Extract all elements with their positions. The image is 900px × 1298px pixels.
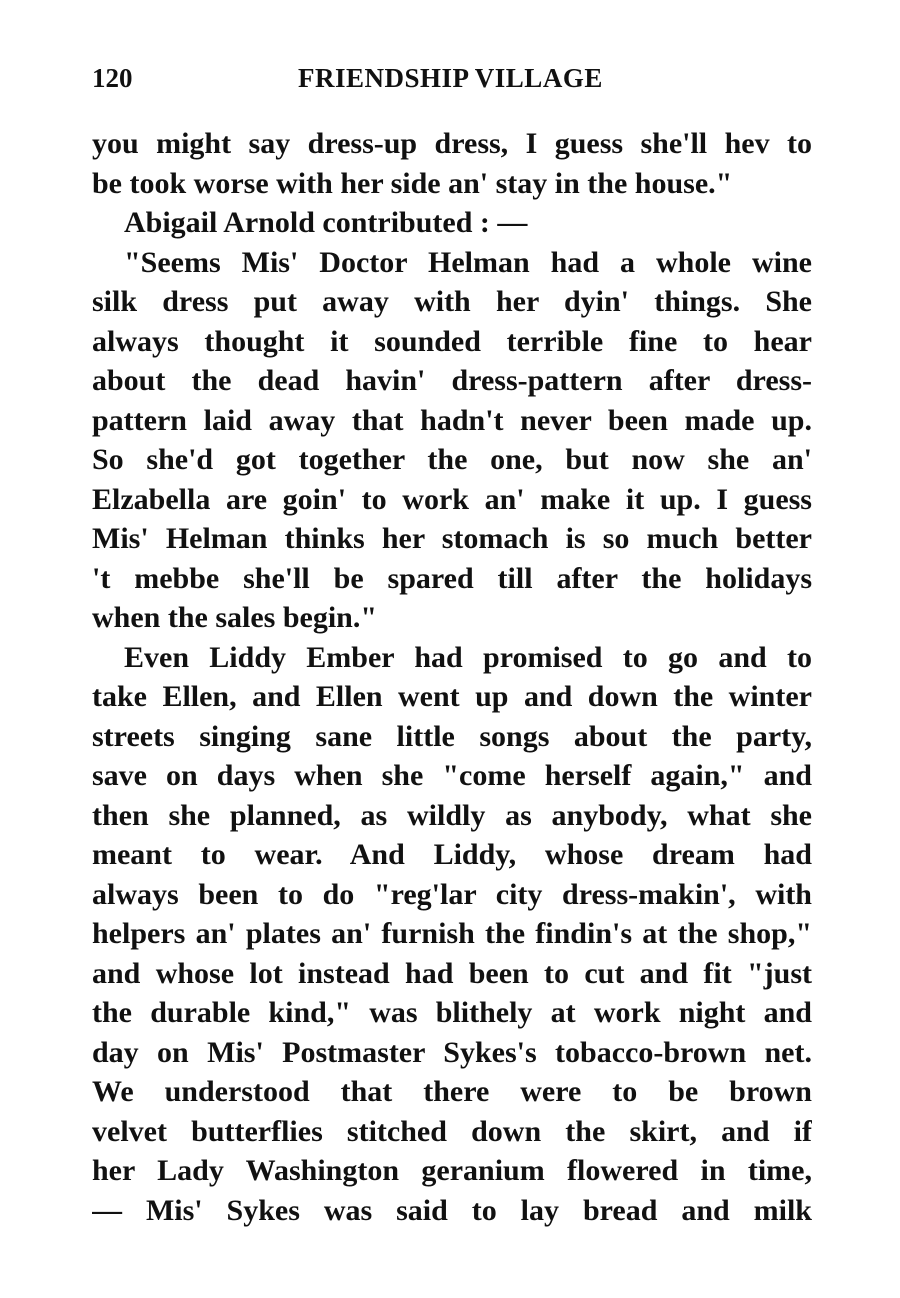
text-line: helpers an' plates an' furnish the findin's at the shop," <box>92 917 812 950</box>
text-line: silk dress put away with her dyin' things. She <box>92 285 812 318</box>
text-line: day on Mis' Postmaster Sykes's tobacco-brown net. <box>92 1035 812 1069</box>
text-line: velvet butterflies stitched down the skirt, and if <box>92 1114 812 1148</box>
text-line: pattern laid away that hadn't never been made up. <box>92 403 812 437</box>
text-line: take Ellen, and Ellen went up and down the winter <box>92 680 812 713</box>
text-line: then she planned, as wildly as anybody, what she <box>92 798 812 832</box>
text-line: always been to do "reg'lar city dress-makin', with <box>92 877 812 911</box>
text-line: — Mis' Sykes was said to lay bread and milk <box>92 1193 812 1227</box>
text-line: you might say dress-up dress, I guess she'll hev to <box>92 127 812 160</box>
text-line: streets singing sane little songs about the party, <box>92 719 812 753</box>
text-line: We understood that there were to be brown <box>92 1075 812 1108</box>
page-number: 120 <box>92 63 133 93</box>
text-line: So she'd got together the one, but now she an' <box>92 443 812 476</box>
text-line: save on days when she "come herself again," and <box>92 759 812 792</box>
text-line: Mis' Helman thinks her stomach is so much better <box>92 522 812 555</box>
text-line: about the dead havin' dress-pattern after dress- <box>92 364 812 397</box>
text-line: her Lady Washington geranium flowered in time, <box>92 1154 812 1187</box>
text-line: and whose lot instead had been to cut and fit "just <box>92 956 812 990</box>
text-line: Abigail Arnold contributed : — <box>124 206 528 239</box>
text-line: always thought it sounded terrible fine to hear <box>92 324 812 358</box>
text-line: Even Liddy Ember had promised to go and to <box>124 640 812 674</box>
body-text <box>92 124 812 1230</box>
text-line: "Seems Mis' Doctor Helman had a whole wine <box>124 245 812 279</box>
text-line: 't mebbe she'll be spared till after the holidays <box>92 561 812 595</box>
running-title: FRIENDSHIP VILLAGE <box>298 63 603 93</box>
text-line: be took worse with her side an' stay in the house." <box>92 166 733 200</box>
text-line: meant to wear. And Liddy, whose dream had <box>92 838 812 871</box>
text-line: Elzabella are goin' to work an' make it up. I guess <box>92 482 812 516</box>
text-line: the durable kind," was blithely at work night and <box>92 996 812 1029</box>
text-line: when the sales begin." <box>92 601 378 634</box>
